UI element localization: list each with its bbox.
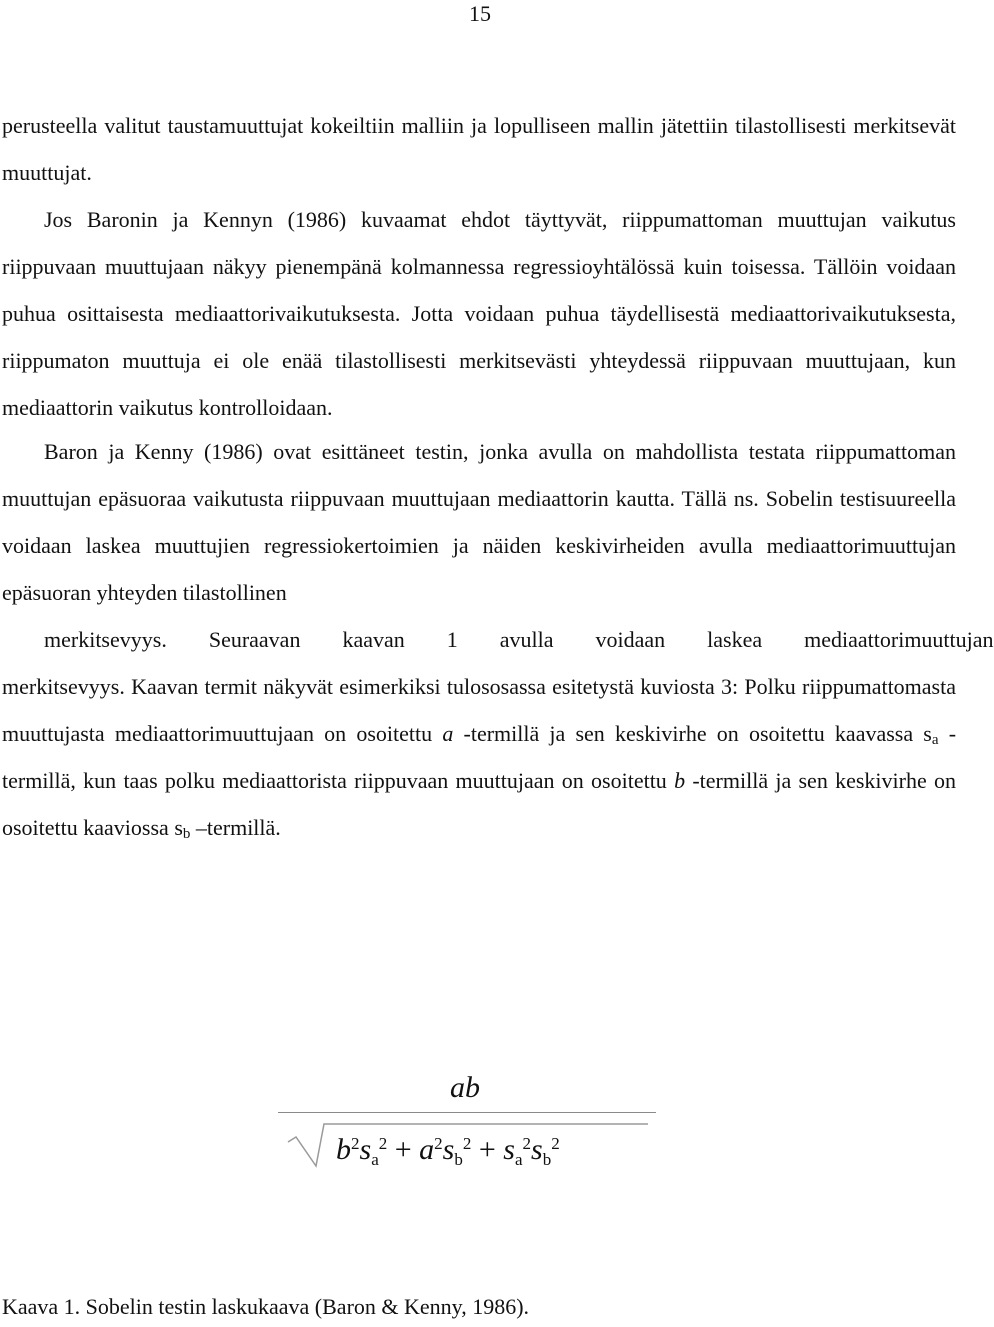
paragraph-3-part-2: merkitsevyys. Kaavan termit näkyvät esimerkiksi tulososassa esitetystä kuviosta 3: Polku riippumattomasta muuttujasta mediaattorimuuttujaan on osoitettu [2, 674, 956, 746]
paragraph-1: perusteella valitut taustamuuttujat kokeiltiin malliin ja lopulliseen mallin jätettiin tilastollisesti merkitsevät muuttujat. [2, 113, 956, 185]
formula-caption: Kaava 1. Sobelin testin laskukaava (Baron & Kenny, 1986). [2, 1294, 530, 1319]
paragraph-3-part-6: –termillä. [195, 815, 281, 840]
word: 1 [446, 627, 458, 652]
word: kaavan [342, 627, 405, 652]
variable-b: b [674, 768, 686, 793]
variable-a: a [442, 721, 454, 746]
formula-denominator: $b^2s_a^2 + a^2s_b^2 + s_a^2s_b^2$ [336, 1133, 560, 1169]
word: Seuraavan [208, 627, 301, 652]
fraction-line [278, 1112, 656, 1113]
paragraph-3 [2, 428, 994, 851]
paragraph-3-part-3: -termillä ja sen keskivirhe on osoitettu kaavassa [463, 721, 914, 746]
body-text [2, 102, 994, 851]
paragraph-2: Jos Baronin ja Kennyn (1986) kuvaamat ehdot täyttyvät, riippumattoman muuttujan vaikutus riippuvaan muuttujaan näkyy pienempänä kolmannessa regressioyhtälössä kuin toisessa. Tällöin voidaan puhua osittaisesta mediaattorivaikutuksesta. Jotta voidaan puhua täydellisestä mediaattorivaikutuksesta, riippumaton muuttuja ei ole enää tilastollisesti merkitsevästi yhteydessä riippuvaan muuttujaan, kun mediaattorin vaikutus kontrolloidaan. [2, 207, 956, 420]
sobel-formula [0, 1060, 960, 1180]
paragraph-3-part-5: -termillä ja sen keskivirhe on osoitettu kaaviossa [2, 768, 956, 840]
word: laskea [707, 627, 763, 652]
paragraph-3-justified-line [2, 616, 994, 663]
page-number: 15 [469, 1, 491, 26]
variable-s-b: $s_b$ [174, 815, 191, 842]
paragraph-3-part-1: Baron ja Kenny (1986) ovat esittäneet testin, jonka avulla on mahdollista testata riippumattoman muuttujan epäsuoraa vaikutusta riippuvaan muuttujaan mediaattorin kautta. Tällä ns. Sobelin testisuureella voidaan laskea muuttujien regressiokertoimien ja näiden keskivirheiden avulla mediaattorimuuttujan epäsuoran yhteyden tilastollinen [2, 439, 956, 605]
word: mediaattorimuuttujan [804, 627, 994, 652]
paragraph-3-part-4: -termillä, kun taas polku mediaattorista riippuvaan muuttujaan on osoitettu [2, 721, 957, 793]
formula-numerator: ab [450, 1071, 480, 1104]
word: avulla [499, 627, 554, 652]
word: voidaan [595, 627, 666, 652]
word: merkitsevyys. [44, 627, 167, 652]
variable-s-a: $s_a$ [923, 721, 939, 748]
